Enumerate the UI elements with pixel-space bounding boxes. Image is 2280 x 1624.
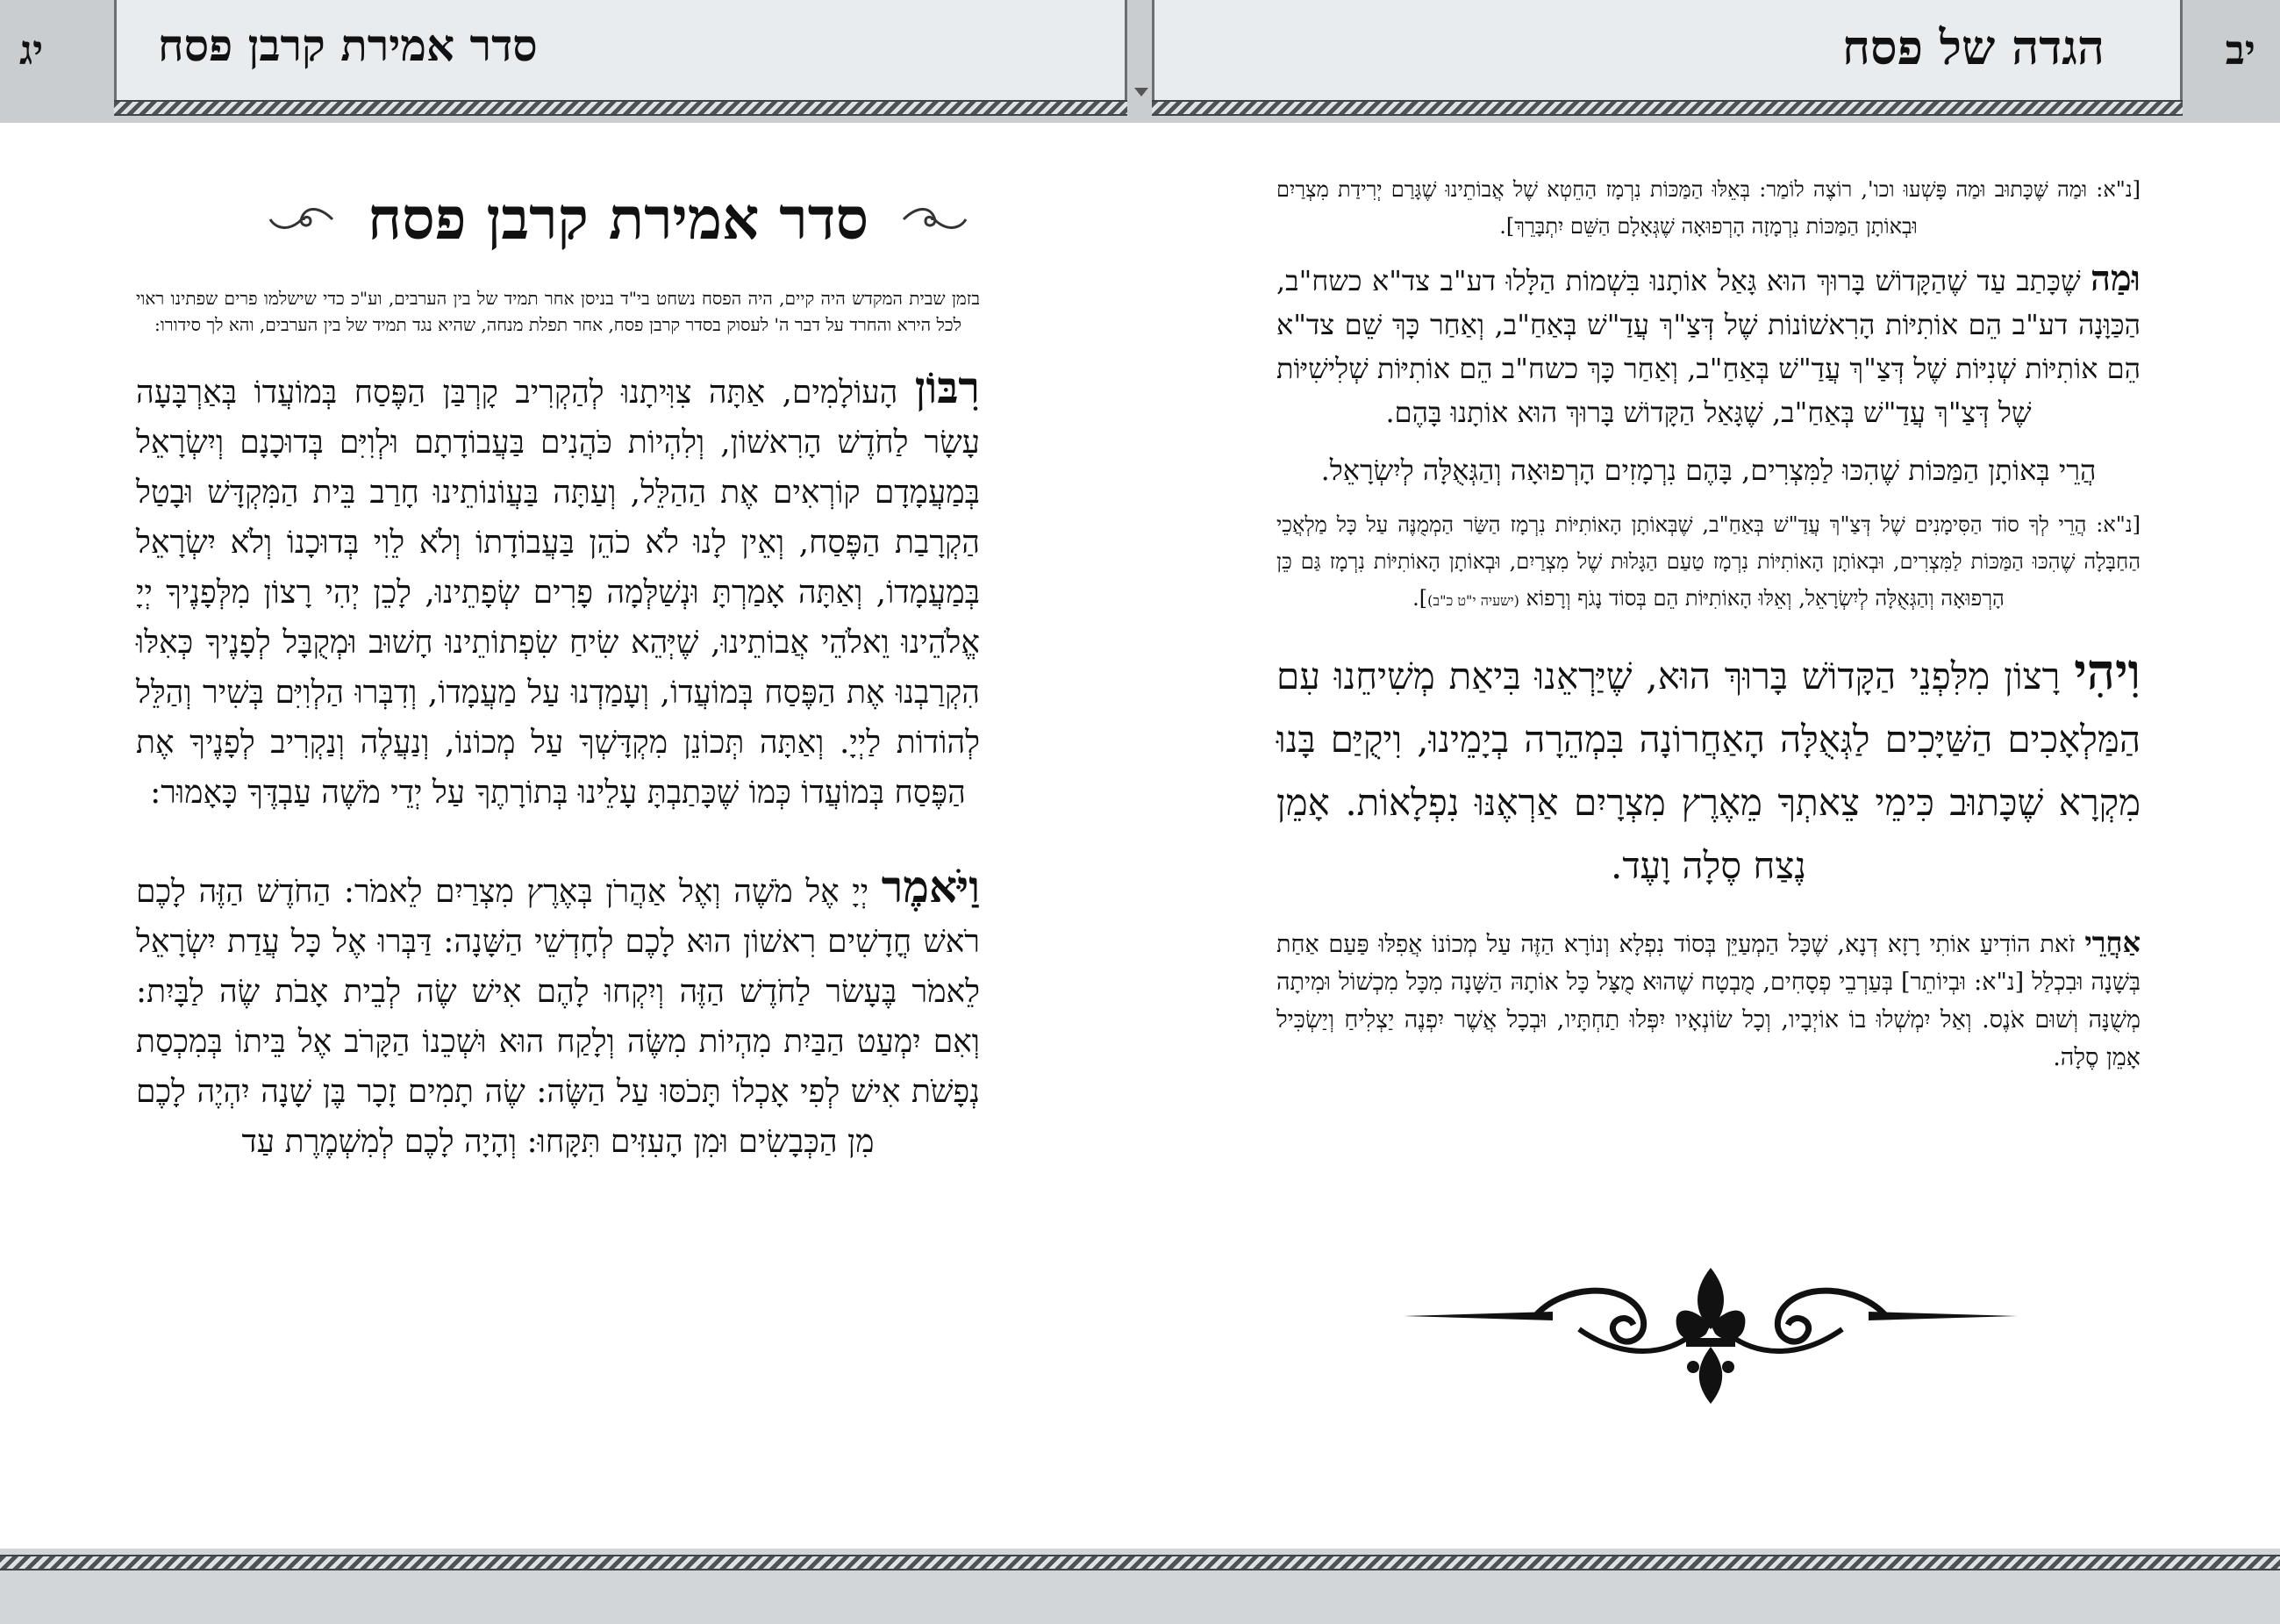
section-heading-text: סדר אמירת קרבן פסח xyxy=(368,184,869,253)
right-page-number: יב xyxy=(2225,26,2255,74)
bracketed-note: [נ"א: וּמַה שֶּׁכָּתוּב וּמַה פָּשְׁעוּ וכו', רוֹצֶה לוֹמַר: בְּאֵלּוּ הַמַּכּוֹת נִרְמָז הַחֵטְא שֶׁל אֲבוֹתֵינוּ שֶׁגָּרַם יְרִידַת מִצְרַיִם וּבְאוֹתָן הַמַּכּוֹת נִרְמָזָה הָרְפוּאָה שֶׁגְּאָלָם הַשֵּׁם יִתְבָּרֵךְ]. xyxy=(1276,177,2141,239)
left-page-number: יג xyxy=(19,26,44,74)
note-end: ]. xyxy=(1412,586,1428,611)
harei-paragraph xyxy=(1276,448,2141,492)
acharei-zot-paragraph xyxy=(1276,924,2141,1077)
flourish-right-icon xyxy=(899,202,969,246)
umah-shekatav-paragraph xyxy=(1276,257,2141,434)
ribon-haolamim-paragraph xyxy=(136,362,980,818)
flourish-left-icon xyxy=(267,202,337,246)
paragraph-text: רָצוֹן מִלִּפְנֵי הַקָּדוֹשׁ בָּרוּךְ הוּא, שֶׁיַּרְאֵנוּ בִּיאַת מְשִׁיחֵנוּ עִם הַמַּלְאָכִים הַשַּׁיָּכִים לַגְּאֻלָּה הָאַחֲרוֹנָה בִּמְהֵרָה בְיָמֵינוּ, וִיקֻיַּם בָּנוּ מִקְרָא שֶׁכָּתוּב כִּימֵי צֵאתְךָ מֵאֶרֶץ מִצְרָיִם אַרְאֶנּוּ נִפְלָאוֹת. אָמֵן נֶצַח סֶלָה וָעֶד. xyxy=(1276,655,2141,887)
paragraph-opening-word: רִבּוֹן xyxy=(914,361,980,413)
paragraph-opening-word: וִיהִי xyxy=(2074,643,2141,701)
right-running-title: הגדה של פסח xyxy=(1841,19,2105,75)
paragraph-opening-word: וַיֹּאמֶר xyxy=(881,861,980,912)
paragraph-opening-word: וּמַה xyxy=(2091,258,2141,299)
footer-braid xyxy=(0,1555,2280,1570)
left-header-braid xyxy=(114,100,1127,116)
paragraph-opening-word: הֲרֵי xyxy=(2058,454,2097,487)
paragraph-text: הָעוֹלָמִים, אַתָּה צִוִּיתָנוּ לְהַקְרִיב קָרְבַּן הַפֶּסַח בְּמוֹעֲדוֹ בְּאַרְבָּעָה עָשָׂר לַחֹדֶשׁ הָרִאשׁוֹן, וְלִהְיוֹת כֹּהֲנִים בַּעֲבוֹדָתָם וּלְוִיִּם בְּדוּכָנָם וְיִשְׂרָאֵל בְּמַעֲמָדָם קוֹרְאִים אֶת הַהַלֵּל, וְעַתָּה בַּעֲוֹנוֹתֵינוּ חָרַב בֵּית הַמִּקְדָּשׁ וּבָטַל הַקְרָבַת הַפֶּסַח, וְאֵין לָנוּ לֹא כֹהֵן בַּעֲבוֹדָתוֹ וְלֹא לֵוִי בְּדוּכָנוֹ וְלֹא יִשְׂרָאֵל בְּמַעֲמָדוֹ, וְאַתָּה אָמַרְתָּ וּנְשַׁלְּמָה פָרִים שְׂפָתֵינוּ, לָכֵן יְהִי רָצוֹן מִלְּפָנֶיךָ יְיָ אֱלֹהֵינוּ וֵאלֹהֵי אֲבוֹתֵינוּ, שֶׁיְּהֵא שִׂיחַ שִׂפְתוֹתֵינוּ חָשׁוּב וּמְקֻבָּל לְפָנֶיךָ כְּאִלּוּ הִקְרַבְנוּ אֶת הַפֶּסַח בְּמוֹעֲדוֹ, וְעָמַדְנוּ עַל מַעֲמָדוֹ, וְדִבְּרוּ הַלְוִיִּם בְּשִׁיר וְהַלֵּל לְהוֹדוֹת לַיְיָ. וְאַתָּה תְּכוֹנֵן מִקְדָּשְׁךָ עַל מְכוֹנוֹ, וְנַעֲלֶה וְנַקְרִיב לְפָנֶיךָ אֶת הַפֶּסַח בְּמוֹעֲדוֹ כְּמוֹ שֶׁכָּתַבְתָּ עָלֵינוּ בְּתוֹרָתֶךָ עַל יְדֵי מֹשֶׁה עַבְדֶּךָ כָּאָמוּר: xyxy=(136,375,981,811)
yehi-ratzon-prayer xyxy=(1276,640,2141,898)
paragraph-text: זֹאת הוֹדִיעַ אוֹתִי רָזָא דְנָא, שֶׁכָּל הַמְעַיֵּן בְּסוֹד נִפְלָא וְנוֹרָא הַזֶּה עַל מְכוֹנוֹ אֲפִלּוּ פַּעַם אַחַת בְּשָׁנָה וּבִכְלַל [נ"א: וּבְיוֹתֵר] בְּעַרְבֵי פְסָחִים, מֻבְטָח שֶׁהוּא מֻצָּל כָּל אוֹתָהּ הַשָּׁנָה מִכָּל מִכְשׁוֹל וּמִיתָה מְשֻׁנָּה וְשׁוּם אֹנֶס. וְאַל יִמְשְׁלוּ בוֹ אוֹיְבָיו, וְכָל שׂוֹנְאָיו יִפְּלוּ תַחְתָּיו, וּבְכָל אֲשֶׁר יִפְנֶה יַצְלִיחַ וְיַשְׂכִּיל אָמֵן סֶלָה. xyxy=(1276,931,2141,1071)
paragraph-text: יְיָ אֶל מֹשֶׁה וְאֶל אַהֲרֹן בְּאֶרֶץ מִצְרַיִם לֵאמֹר: הַחֹדֶשׁ הַזֶּה לָכֶם רֹאשׁ חֳדָשִׁים רִאשׁוֹן הוּא לָכֶם לְחָדְשֵׁי הַשָּׁנָה: דַּבְּרוּ אֶל כָּל עֲדַת יִשְׂרָאֵל לֵאמֹר בֶּעָשׂר לַחֹדֶשׁ הַזֶּה וְיִקְחוּ לָהֶם אִישׁ שֶׂה לְבֵית אָבֹת שֶׂה לַבָּיִת: וְאִם יִמְעַט הַבַּיִת מִהְיוֹת מִשֶּׂה וְלָקַח הוּא וּשְׁכֵנוֹ הַקָּרֹב אֶל בֵּיתוֹ בְּמִכְסַת נְפָשֹׁת אִישׁ לְפִי אָכְלוֹ תָּכֹסּוּ עַל הַשֶּׂה: שֶׂה תָמִים זָכָר בֶּן שָׁנָה יִהְיֶה לָכֶם מִן הַכְּבָשִׂים וּמִן הָעִזִּים תִּקָּחוּ: וְהָיָה לָכֶם לְמִשְׁמֶרֶת עַד xyxy=(136,874,980,1160)
bracketed-note-secrets xyxy=(1276,506,2141,619)
paragraph-opening-word: אַחֲרֵי xyxy=(2084,926,2141,959)
right-header-braid xyxy=(1152,100,2183,116)
left-page xyxy=(136,184,980,1211)
note-text: [נ"א: הֲרֵי לְךָ סוֹד הַסִּימָנִים שֶׁל דְּצַ"ךְ עֲדַ"שׁ בְּאַחַ"ב, שֶׁבְּאוֹתָן הָאוֹתִיּוֹת נִרְמָז הַשַּׂר הַמְמֻנֶּה עַל כָּל מַלְאֲכֵי הַחַבָּלָה שֶׁהִכּוּ הַמַּכּוֹת לַמִּצְרִים, וּבְאוֹתָן הָאוֹתִיּוֹת נִרְמָז טַעַם הַגָּלוּת שֶׁל מִצְרַיִם, וּבְאוֹתָן הָאוֹתִיּוֹת נִרְמָז גַּם כֵּן הָרְפוּאָה וְהַגְּאֻלָּה לְיִשְׂרָאֵל, וְאֵלּוּ הָאוֹתִיּוֹת הֵם בְּסוֹד נָגֹף וְרָפוֹא xyxy=(1276,512,2141,611)
spine-mark xyxy=(1134,88,1148,97)
citation: (ישעיה י"ט כ"ב) xyxy=(1427,592,1519,609)
fleur-de-lis-divider-icon xyxy=(1404,1263,2018,1430)
intro-note: בזמן שבית המקדש היה קיים, היה הפסח נשחט בי"ד בניסן אחר תמיד של בין הערבים, וע"כ כדי שישלמו פרים שפתינו ראוי לכל הירא והחרד על דבר ה' לעסוק בסדר קרבן פסח, אחר תפלת מנחה, שהיא נגד תמיד של בין הערבים, והא לך סידורו: xyxy=(136,288,980,335)
right-page xyxy=(1276,171,2141,1077)
left-running-title: סדר אמירת קרבן פסח xyxy=(158,19,538,71)
vayomer-paragraph xyxy=(136,862,980,1167)
section-heading xyxy=(136,184,980,254)
paragraph-text: שֶׁכָּתַב עַד שֶׁהַקָּדוֹשׁ בָּרוּךְ הוּא גָּאַל אוֹתָנוּ בִּשְׁמוֹת הַלָּלוּ דע"ב צד"א כשח"ב, הַכַּוָּנָה דע"ב הֵם אוֹתִיּוֹת הָרִאשׁוֹנוֹת שֶׁל דְּצַ"ךְ עֲדַ"שׁ בְּאַחַ"ב, וְאַחַר כָּךְ שֵׁם צד"א הֵם אוֹתִיּוֹת שְׁנִיּוֹת שֶׁל דְּצַ"ךְ עֲדַ"שׁ בְּאַחַ"ב, וְאַחַר כָּךְ כשח"ב הֵם אוֹתִיּוֹת שְׁלִישִׁיּוֹת שֶׁל דְּצַ"ךְ עֲדַ"שׁ בְּאַחַ"ב, שֶׁגָּאַל הַקָּדוֹשׁ בָּרוּךְ הוּא אוֹתָנוּ בָּהֶם. xyxy=(1276,264,2141,429)
paragraph-text: בְּאוֹתָן הַמַּכּוֹת שֶׁהִכּוּ לַמִּצְרִים, בָּהֶם נִרְמָזִים הָרְפוּאָה וְהַגְּאֻלָּה לְיִשְׂרָאֵל. xyxy=(1320,454,2059,487)
